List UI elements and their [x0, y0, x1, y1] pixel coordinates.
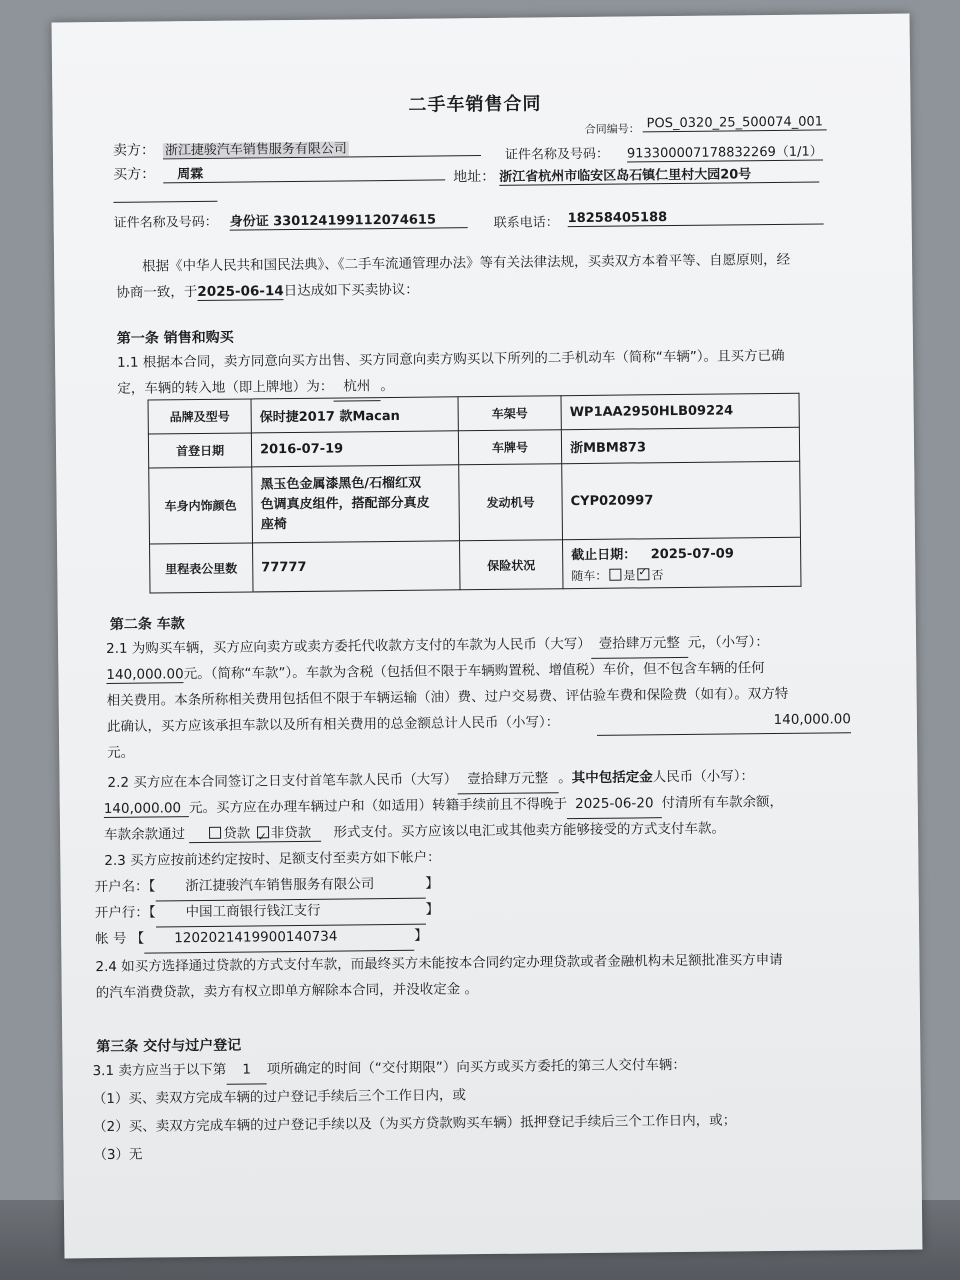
seller-id: 913300007178832269（1/1）: [627, 140, 823, 162]
bracket-close: 】: [425, 901, 440, 918]
total-amount: 140,000.00: [597, 706, 851, 736]
article-2-1-text-b: 元，（小写）：: [687, 634, 769, 651]
article-1-title: 第一条 销售和购买: [116, 329, 234, 347]
seller-id-label: 证件名称及号码：: [504, 146, 610, 163]
bracket-close: 】: [425, 875, 439, 892]
account-name-label: 开户名：【: [94, 878, 156, 896]
table-row: [150, 537, 801, 593]
vin-label: 车架号: [458, 396, 561, 431]
phone-label: 联系电话：: [493, 215, 559, 231]
article-2-1-text-a: 2.1 为购买车辆，买方应向卖方或卖方委托代收款方支付的车款为人民币（大写）: [106, 635, 591, 657]
article-2-4-line-2: 的汽车消费贷款，卖方有权立即单方解除本合同，并没收定金 。: [95, 981, 479, 1002]
buyer-id: 身份证 330124199112074615: [230, 208, 468, 230]
buyer-address: 浙江省杭州市临安区岛石镇仁里村大园20号: [499, 162, 819, 185]
account-bank: 中国工商银行钱江支行: [155, 897, 425, 928]
brand-value: 保时捷2017 款Macan: [251, 397, 458, 433]
bracket-close: 】: [414, 927, 428, 944]
vin-value: WP1AA2950HLB09224: [561, 393, 799, 429]
engine-label: 发动机号: [459, 464, 563, 541]
checkbox-no-checked: [637, 568, 649, 580]
checkbox-loan: [209, 827, 221, 839]
reg-date-value: 2016-07-19: [251, 431, 458, 467]
article-2-1-line-5: 元。: [107, 744, 135, 761]
intro-text-a: 协商一致，于: [116, 284, 198, 301]
contract-no-label: 合同编号：: [584, 122, 640, 136]
brand-label: 品牌及型号: [148, 399, 251, 434]
insurance-label: 保险状况: [460, 540, 564, 590]
delivery-option-2: （2）买、卖双方完成车辆的过户登记手续以及（为买方贷款购买车辆）抵押登记手续后三个工作日内，或；: [93, 1112, 737, 1136]
insurance-value: [562, 537, 801, 588]
article-2-2-text-f: 车款余款通过: [103, 826, 186, 844]
article-1-1-end: 。: [380, 377, 394, 395]
contract-page: [52, 14, 923, 1259]
table-row: [149, 461, 801, 544]
deposit-included-text: 其中包括定金: [571, 769, 653, 787]
engine-value: CYP020997: [562, 461, 801, 539]
account-number: 1202021419900140734: [144, 923, 414, 954]
article-2-1-line-4: [107, 709, 560, 741]
article-2-1-text-d: 此确认，买方应该承担车款以及所有相关费用的总金额总计人民币（小写）：: [106, 714, 560, 735]
buyer-name: 周霖: [163, 160, 445, 183]
article-2-2-text-d: 元。买方应在办理车辆过户和（如适用）转籍手续前且不得晚于: [188, 796, 568, 817]
checkbox-nonloan-checked: [257, 826, 269, 838]
first-payment-lowercase: 140,000.00: [104, 800, 189, 818]
article-2-2-text-e: 付清所有车款余额，: [661, 793, 784, 812]
contract-no: POS_0320_25_500074_001: [643, 114, 828, 132]
buyer-label: 买方：: [113, 166, 156, 183]
article-2-1-text-c: 元。（简称“车款”）。车款为含税（包括但不限于车辆购置税、增值税）车价，但不包含车辆的任何: [183, 660, 765, 683]
article-2-3: 2.3 买方应按前述约定按时、足额支付至卖方如下帐户：: [104, 849, 441, 870]
destination-city: 杭州: [333, 373, 380, 401]
account-bank-label: 开户行：【: [94, 904, 156, 922]
article-2-2-text-c: 人民币（小写）：: [652, 768, 755, 786]
loan-label: 贷款: [223, 825, 251, 842]
checkbox-yes: [609, 569, 621, 581]
article-2-title: 第二条 车款: [109, 616, 185, 633]
color-value: [252, 465, 460, 543]
article-1-1-text: 定，车辆的转入地（即上牌地）为：: [117, 378, 334, 397]
mileage-label: 里程表公里数: [150, 543, 254, 593]
seller-name: 浙江捷骏汽车销售服务有限公司: [164, 141, 347, 159]
first-payment-uppercase: 壹拾肆万元整: [457, 765, 558, 794]
address-label: 地址：: [453, 168, 496, 186]
article-3-1-text-a: 3.1 卖方应当于以下第: [92, 1061, 227, 1080]
reg-date-label: 首登日期: [148, 433, 251, 468]
article-2-2-text-g: 形式支付。买方应该以电汇或其他卖方能够接受的方式支付车款。: [333, 820, 726, 841]
account-number-row: [95, 923, 428, 954]
delivery-option-number: 1: [226, 1056, 267, 1084]
article-2-1-line-3: 相关费用。本条所称相关费用包括但不限于车辆运输（油）费、过户交易费、评估验车费和保险费（如有）。双方特: [106, 685, 789, 709]
article-2-4-line-1: 2.4 如买方选择通过贷款的方式支付车款，而最终买方未能按本合同约定办理贷款或者金融机构未足额批准买方申请: [95, 951, 783, 976]
final-payment-date: 2025-06-20: [567, 790, 662, 819]
buyer-phone: 18258405188: [568, 208, 824, 227]
insurance-no-label: 否: [651, 568, 664, 583]
color-line-1: 黑玉色金属漆黑色/石榴红双: [260, 475, 422, 492]
seller-label: 卖方：: [112, 142, 155, 159]
plate-value: 浙MBM873: [561, 427, 799, 463]
color-line-3: 座椅: [260, 516, 287, 532]
article-3-title: 第三条 交付与过户登记: [96, 1037, 242, 1056]
color-line-2: 色调真皮组件，搭配部分真皮: [260, 495, 430, 512]
agreement-date: 2025-06-14: [197, 283, 284, 301]
article-1-1-line-1: 1.1 根据本合同，卖方同意向买方出售、买方同意向卖方购买以下所列的二手机动车（简称“车辆”）。且买方已确: [117, 347, 785, 371]
insurance-yes-label: 是: [623, 568, 636, 583]
buyer-id-label: 证件名称及号码：: [113, 214, 218, 231]
account-name: 浙江捷骏汽车销售服务有限公司: [155, 871, 425, 902]
price-lowercase: 140,000.00: [106, 666, 184, 683]
address-continuation-line: [113, 201, 217, 203]
article-2-2-text-b: 。: [558, 770, 572, 787]
insurance-expiry-label: 截止日期：: [571, 547, 637, 564]
article-2-2-text-a: 2.2 买方应在本合同签订之日支付首笔车款人民币（大写）: [107, 771, 458, 791]
price-uppercase: 壹拾肆万元整: [591, 630, 688, 659]
account-number-label: 帐 号 【: [95, 930, 145, 948]
document-title: 二手车销售合同: [408, 93, 542, 116]
delivery-option-1: （1）买、卖双方完成车辆的过户登记手续后三个工作日内，或: [92, 1087, 466, 1108]
vehicle-info-table: [148, 393, 802, 594]
intro-line-2: [116, 277, 419, 307]
insurance-expiry-date: 2025-07-09: [650, 546, 734, 563]
article-3-1-text-b: 项所确定的时间（“交付期限”）向买方或买方委托的第三人交付车辆：: [266, 1056, 686, 1078]
color-label: 车身内饰颜色: [149, 467, 253, 544]
insurance-with-car-label: 随车：: [571, 568, 608, 584]
mileage-value: 77777: [253, 541, 461, 592]
intro-line-1: 根据《中华人民共和国民法典》、《二手车流通管理办法》等有关法律法规，买卖双方本着平等、自愿原则，经: [142, 251, 791, 275]
intro-text-b: 日达成如下买卖协议：: [283, 281, 419, 300]
plate-label: 车牌号: [458, 430, 561, 465]
article-3-1: [92, 1052, 686, 1086]
nonloan-label: 非贷款: [270, 824, 312, 842]
delivery-option-3: （3）无: [93, 1146, 143, 1164]
